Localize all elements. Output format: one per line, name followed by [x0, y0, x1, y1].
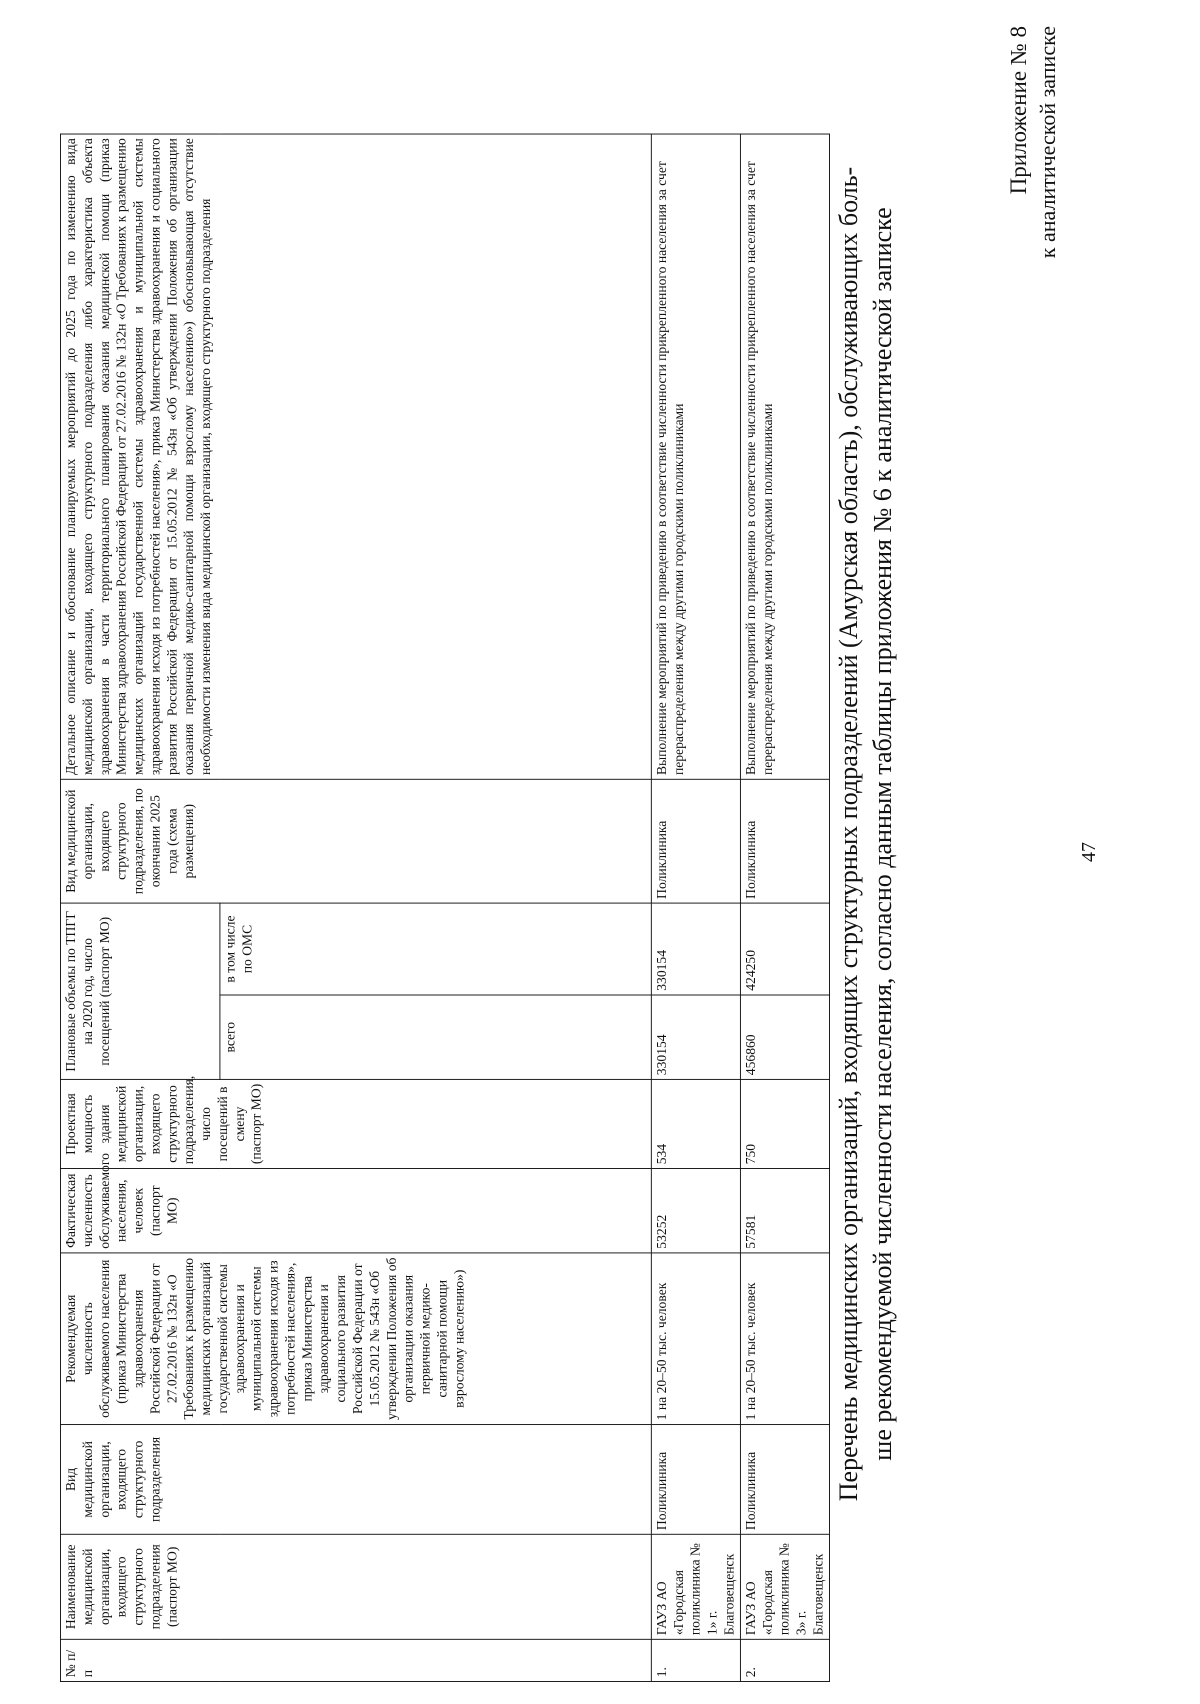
organizations-table [60, 134, 830, 1682]
row-name: ГАУЗ АО «Городская поликлиника № 1» г. Благовещенск [651, 1534, 740, 1639]
document-title [832, 84, 900, 1584]
row-planned-total: 330154 [651, 995, 740, 1079]
row-actual: 57581 [740, 1169, 829, 1253]
row-planned-oms: 424250 [740, 903, 829, 995]
header-type-2025: Вид медицинской организации, входящего структурного подразделения, по окончании 2025 года (схема размещения) [60, 779, 651, 903]
header-planned: Плановые объемы по ТПГГ на 2020 год, число посещений (паспорт МО) [60, 903, 219, 1079]
appendix-caption: к аналитической записке [1035, 26, 1060, 259]
appendix-header [1004, 26, 1062, 258]
row-recommended: 1 на 20–50 тыс. человек [740, 1253, 829, 1425]
table-row [651, 134, 740, 1682]
row-capacity: 534 [651, 1079, 740, 1168]
header-recommended: Рекомендуемая численность обслуживаемого населения (приказ Министерства здравоохранения Российской Федерации от 27.02.2016 № 132н «О Требованиях к размещению медицинских организаций государственной системы здравоохранения и муниципальной системы здравоохранения исходя из потребностей населения», приказ Министерства здравоохранения и социального развития Российской Федерации от 15.05.2012 № 543н «Об утверждении Положения об организации оказания первичной медико-санитарной помощи взрослому населению») [60, 1253, 651, 1425]
header-num: № п/п [60, 1639, 651, 1681]
header-type: Вид медицинской организации, входящего структурного подразделения [60, 1425, 651, 1535]
row-planned-oms: 330154 [651, 903, 740, 995]
header-actual: Фактическая численность обслуживаемого населения, человек (паспорт МО) [60, 1169, 651, 1253]
header-row [60, 134, 219, 1682]
row-num: 1. [651, 1639, 740, 1681]
title-line-1: Перечень медицинских организаций, входящих структурных подразделений (Амурская область), обслуживающих боль- [834, 166, 863, 1502]
row-details: Выполнение мероприятий по приведению в соответствие численности прикрепленного населения за счет перераспределения между другими городскими поликлиниками [651, 134, 740, 779]
row-type-2025: Поликлиника [651, 779, 740, 903]
header-details: Детальное описание и обоснование планируемых мероприятий до 2025 года по изменению вида медицинской организации, входящего структурного подразделения либо характеристика объекта здравоохранения в части территориального планирования оказания медицинской помощи (приказ Министерства здравоохранения Российской Федерации от 27.02.2016 № 132н «О Требованиях к размещению медицинских организаций государственной системы здравоохранения и муниципальной системы здравоохранения исходя из потребностей населения», приказ Министерства здравоохранения и социального развития Российской Федерации от 15.05.2012 № 543н «Об утверждении Положения об организации оказания первичной медико-санитарной помощи взрослому населению») обосновывающая отсутствие необходимости изменения вида медицинской организации, входящего структурного подразделения [60, 134, 651, 779]
header-capacity: Проектная мощность здания медицинской организации, входящего структурного подразделения, число посещений в смену (паспорт МО) [60, 1079, 651, 1168]
appendix-number: Приложение № 8 [1006, 26, 1031, 195]
header-name: Наименование медицинской организации, входящего структурного подразделения (паспорт МО) [60, 1534, 651, 1639]
header-planned-oms: в том числе по ОМС [220, 903, 651, 995]
title-line-2: ше рекомендуемой численности населения, согласно данным таблицы приложения № 6 к аналитической записке [868, 207, 897, 1461]
row-type-2025: Поликлиника [740, 779, 829, 903]
row-recommended: 1 на 20–50 тыс. человек [651, 1253, 740, 1425]
page-number: 47 [1078, 842, 1100, 862]
row-planned-total: 456860 [740, 995, 829, 1079]
row-actual: 53252 [651, 1169, 740, 1253]
row-details: Выполнение мероприятий по приведению в соответствие численности прикрепленного населения за счет перераспределения между другими городскими поликлиниками [740, 134, 829, 779]
row-num: 2. [740, 1639, 829, 1681]
row-capacity: 750 [740, 1079, 829, 1168]
row-name: ГАУЗ АО «Городская поликлиника № 3» г. Благовещенск [740, 1534, 829, 1639]
table-row [740, 134, 829, 1682]
row-type: Поликлиника [740, 1425, 829, 1535]
header-planned-total: всего [220, 995, 651, 1079]
row-type: Поликлиника [651, 1425, 740, 1535]
